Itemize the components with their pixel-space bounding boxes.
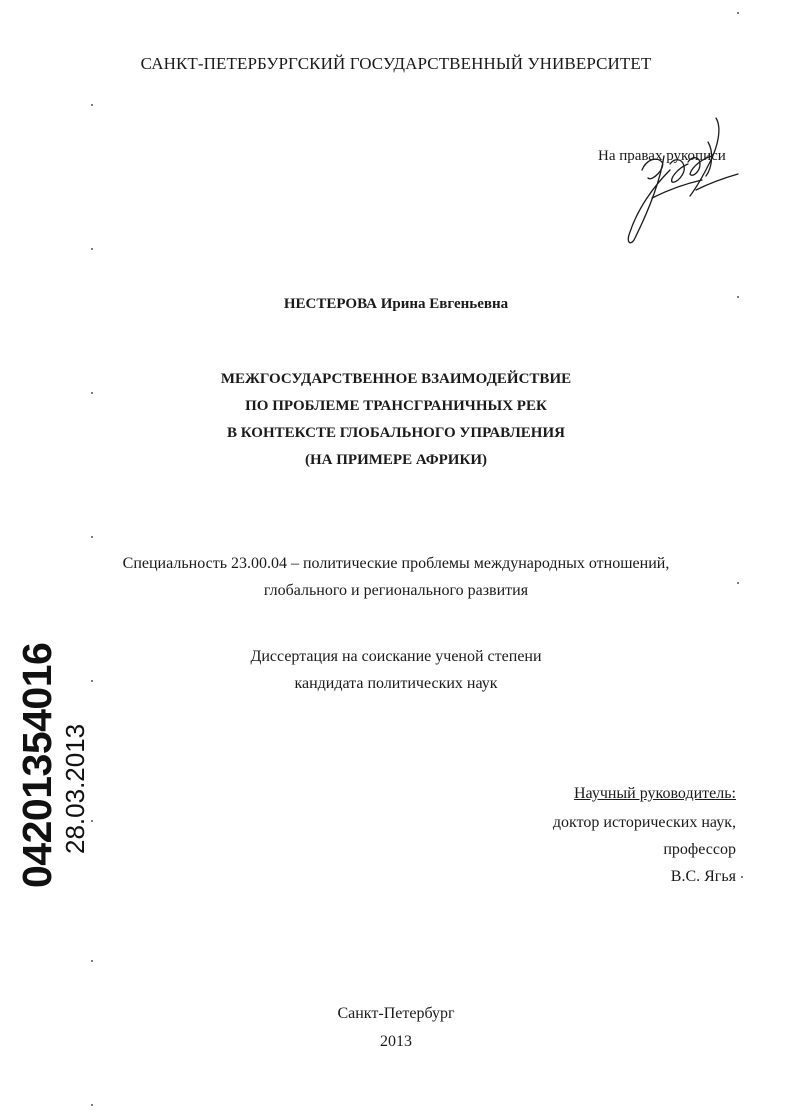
degree-line: Диссертация на соискание ученой степени — [250, 648, 542, 665]
scan-speck — [91, 1104, 93, 1106]
scan-speck — [91, 392, 93, 394]
manuscript-note: На правах рукописи — [598, 148, 726, 164]
dissertation-title-line: МЕЖГОСУДАРСТВЕННОЕ ВЗАИМОДЕЙСТВИЕ — [220, 371, 572, 387]
supervisor-degree: доктор исторических наук, — [552, 814, 736, 831]
scan-speck — [737, 296, 739, 298]
scan-speck — [91, 248, 93, 250]
handwritten-signature — [612, 112, 742, 252]
dissertation-title-line: В КОНТЕКСТЕ ГЛОБАЛЬНОГО УПРАВЛЕНИЯ — [227, 425, 565, 441]
dissertation-title-line: ПО ПРОБЛЕМЕ ТРАНСГРАНИЧНЫХ РЕК — [245, 398, 547, 414]
supervisor-name: В.С. Ягья — [670, 868, 736, 885]
scan-speck — [91, 680, 93, 682]
scan-speck — [91, 536, 93, 538]
year: 2013 — [380, 1033, 412, 1050]
supervisor-rank: профессор — [663, 841, 736, 858]
archive-stamp-number: 04201354016 — [14, 642, 60, 888]
archive-stamp-date: 28.03.2013 — [60, 723, 90, 854]
scan-speck — [737, 12, 739, 14]
scan-speck — [737, 582, 739, 584]
scan-speck — [91, 104, 93, 106]
scan-speck — [91, 960, 93, 962]
supervisor-label: Научный руководитель: — [573, 785, 736, 802]
specialty-line: глобального и регионального развития — [263, 582, 529, 599]
specialty-line: Специальность 23.00.04 – политические проблемы международных отношений, — [122, 555, 670, 572]
university-name: САНКТ-ПЕТЕРБУРГСКИЙ ГОСУДАРСТВЕННЫЙ УНИВЕРСИТЕТ — [140, 54, 652, 73]
author-name: НЕСТЕРОВА Ирина Евгеньевна — [283, 296, 509, 312]
scan-speck — [91, 820, 93, 822]
scan-speck — [741, 876, 743, 878]
degree-line: кандидата политических наук — [294, 675, 498, 692]
dissertation-title-line: (НА ПРИМЕРЕ АФРИКИ) — [305, 452, 487, 468]
city: Санкт-Петербург — [337, 1005, 455, 1022]
